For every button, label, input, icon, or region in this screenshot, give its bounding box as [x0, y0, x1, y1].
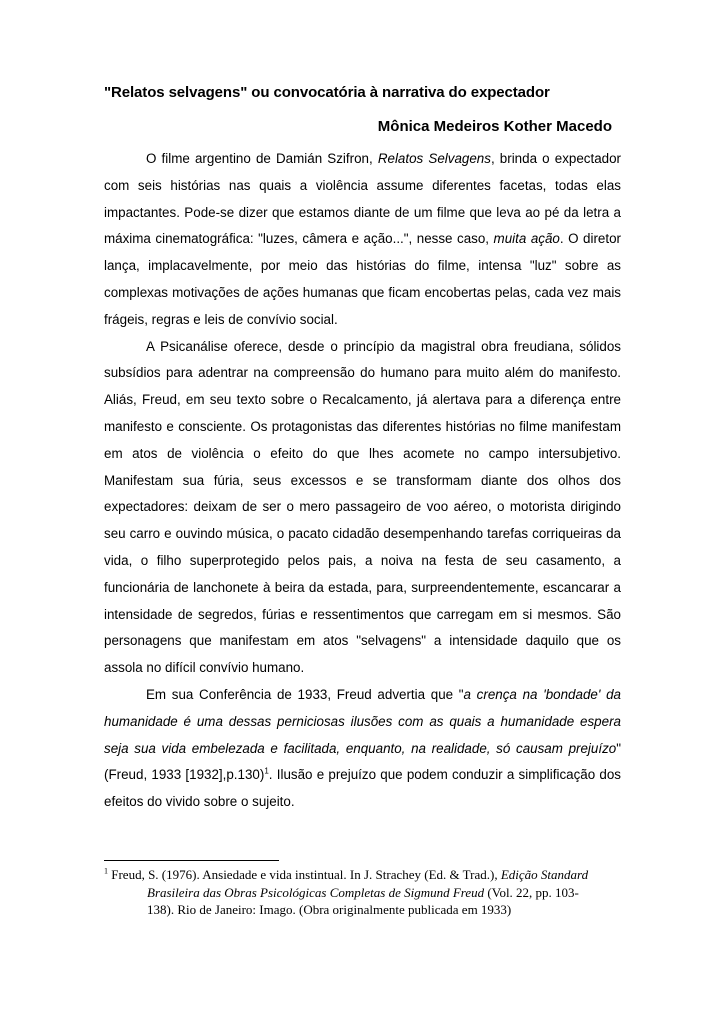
film-title: Relatos Selvagens — [377, 151, 491, 166]
footnote-ref[interactable]: 1 — [264, 766, 269, 776]
paragraph-1-text-e: . O diretor lança, implacavelmente, por meio das histórias do filme, intensa "luz" sobre as complexas motivações de ações humanas que ficam encobertas pelas, cada vez mais frágeis, regras e leis de convívio social. — [104, 231, 621, 327]
footnote-divider — [104, 860, 279, 861]
paragraph-3-text-a: Em sua Conferência de 1933, Freud advertia que " — [146, 686, 464, 702]
footnote-series-title-start: Edição Standard — [500, 867, 589, 882]
footnote — [104, 866, 604, 919]
document-body — [104, 146, 621, 816]
emphasis-muita-acao: muita ação — [493, 231, 560, 247]
paragraph-3 — [104, 682, 621, 816]
document-title: "Relatos selvagens" ou convocatória à narrativa do expectador — [104, 84, 550, 101]
footnote-text-d: (Vol. 22, pp. 103- — [484, 884, 579, 900]
paragraph-1-text-c: , brinda o expectador com seis histórias nas quais a violência assume diferentes facetas, todas elas impactantes. Pode-se dizer que estamos diante de um filme que leva ao pé da letra a máxima cinematográfica: "luzes, câmera e ação...", nesse caso, — [104, 151, 622, 247]
footnote-continuation — [104, 884, 604, 919]
freud-quote: a crença na 'bondade' da humanidade é uma dessas perniciosas ilusões com as quais a humanidade espera seja sua vida embelezada e facilitada, enquanto, na realidade, só causam prejuízo — [104, 686, 621, 756]
paragraph-2: A Psicanálise oferece, desde o princípio da magistral obra freudiana, sólidos subsídios para adentrar na compreensão do humano para muito além do manifesto. Aliás, Freud, em seu texto sobre o Recalcamento, já alertava para a diferença entre manifesto e consciente. Os protagonistas das diferentes histórias no filme manifestam em atos de violência o efeito do que lhes acomete no campo intersubjetivo. Manifestam sua fúria, seus excessos e se transformam diante dos olhos dos expectadores: deixam de ser o mero passageiro de voo aéreo, o motorista dirigindo seu carro e ouvindo música, o pacato cidadão desempenhando tarefas corriqueiras da vida, o filho superprotegido pelos pais, a noiva na festa de seu casamento, a funcionária de lanchonete à beira da estada, para, surpreendentemente, escancarar a intensidade de segredos, fúrias e ressentimentos que carregam em si mesmos. São personagens que manifestam em atos "selvagens" a intensidade daquilo que os assola no difícil convívio humano. — [104, 338, 621, 676]
paragraph-1 — [104, 146, 621, 334]
footnote-series-title-end: Brasileira das Obras Psicológicas Completas de Sigmund Freud — [147, 884, 485, 900]
paragraph-3-text-d: . Ilusão e prejuízo que podem conduzir a simplificação dos efeitos do vivido sobre o sujeito. — [104, 767, 622, 810]
footnote-line-1 — [104, 866, 604, 884]
footnote-text-e: 138). Rio de Janeiro: Imago. (Obra originalmente publicada em 1933) — [147, 902, 512, 918]
footnote-text-a: Freud, S. (1976). Ansiedade e vida instintual. In J. Strachey (Ed. & Trad.), — [108, 867, 501, 882]
footnote-number: 1 — [104, 866, 108, 876]
paragraph-3-citation: " (Freud, 1933 [1932],p.130) — [104, 740, 621, 783]
document-author: Mônica Medeiros Kother Macedo — [377, 118, 612, 135]
paragraph-1-text-a: O filme argentino de Damián Szifron, — [146, 151, 378, 166]
